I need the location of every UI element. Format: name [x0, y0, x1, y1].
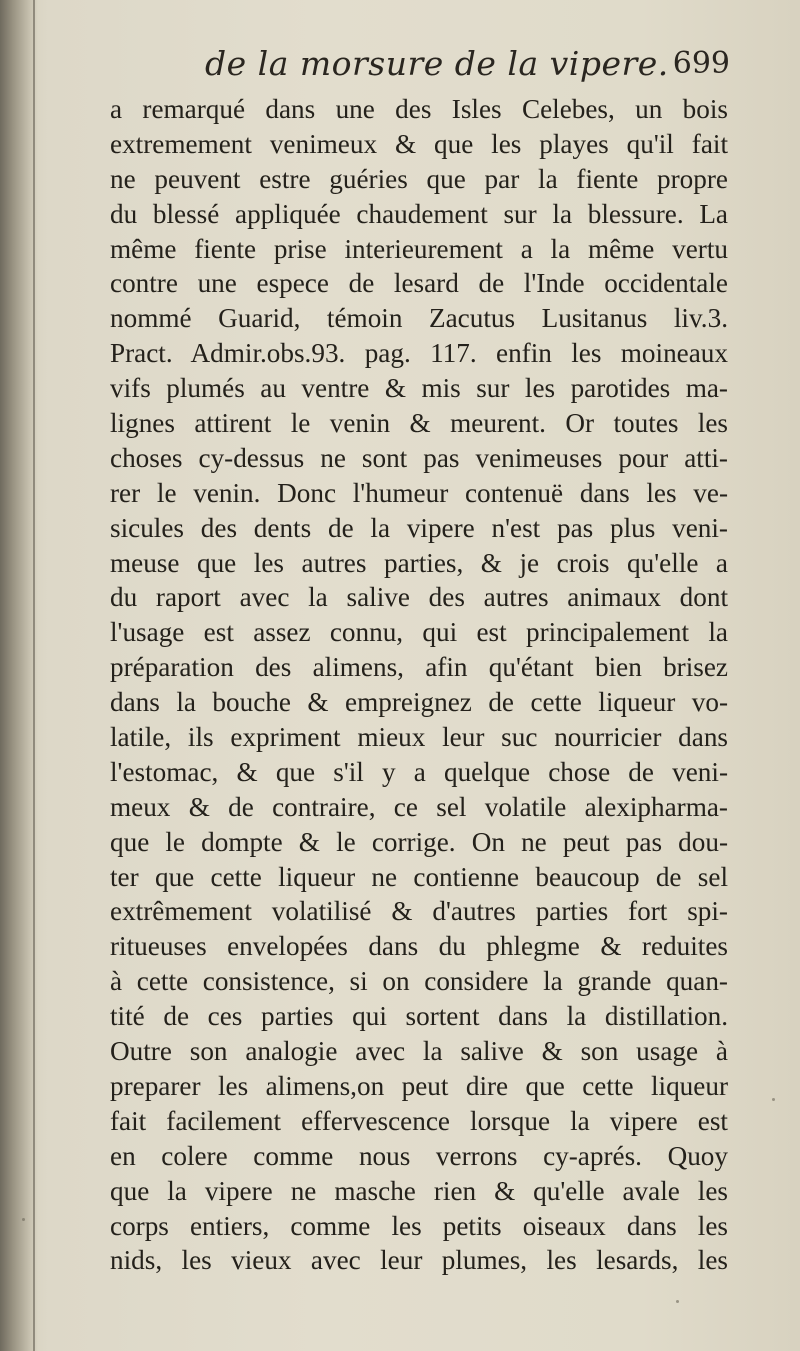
text-line: du raport avec la salive des autres animaux dont [110, 582, 728, 613]
text-line: du blessé appliquée chaudement sur la blessure. La [110, 198, 728, 229]
text-line: vifs plumés au ventre & mis sur les parotides ma- [110, 373, 728, 404]
text-line: Pract. Admir.obs.93. pag. 117. enfin les moineaux [110, 338, 728, 369]
text-line: nommé Guarid, témoin Zacutus Lusitanus liv.3. [110, 303, 728, 334]
page-header [110, 40, 730, 92]
running-title: de la morsure de la vipere. [205, 44, 669, 83]
gutter-fold-line [33, 0, 35, 1351]
text-line: préparation des alimens, afin qu'étant bien brisez [110, 652, 728, 683]
page-number: 699 [672, 46, 730, 81]
text-line: à cette consistence, si on considere la grande quan- [110, 966, 728, 997]
text-line: latile, ils expriment mieux leur suc nourricier dans [110, 722, 728, 753]
text-line: nids, les vieux avec leur plumes, les lesards, les [110, 1245, 728, 1276]
text-line: ne peuvent estre guéries que par la fiente propre [110, 163, 728, 194]
text-line: sicules des dents de la vipere n'est pas plus veni- [110, 512, 728, 543]
text-line: choses cy-dessus ne sont pas venimeuses pour atti- [110, 442, 728, 473]
text-line: corps entiers, comme les petits oiseaux dans les [110, 1210, 728, 1241]
text-line: dans la bouche & empreignez de cette liqueur vo- [110, 687, 728, 718]
text-line: l'estomac, & que s'il y a quelque chose de veni- [110, 756, 728, 787]
text-line: preparer les alimens,on peut dire que cette liqueur [110, 1070, 728, 1101]
text-line: que le dompte & le corrige. On ne peut pas dou- [110, 826, 728, 857]
text-line: en colere comme nous verrons cy-aprés. Quoy [110, 1140, 728, 1171]
text-line: l'usage est assez connu, qui est principalement la [110, 617, 728, 648]
text-line: meuse que les autres parties, & je crois qu'elle a [110, 547, 728, 578]
text-line: extremement venimeux & que les playes qu'il fait [110, 128, 728, 159]
paper-speck [22, 1218, 25, 1221]
text-line: lignes attirent le venin & meurent. Or toutes les [110, 408, 728, 439]
text-line: que la vipere ne masche rien & qu'elle avale les [110, 1175, 728, 1206]
paper-speck [772, 1098, 775, 1101]
text-line: extrêmement volatilisé & d'autres parties fort spi- [110, 896, 728, 927]
text-line: même fiente prise interieurement a la même vertu [110, 233, 728, 264]
text-line: ter que cette liqueur ne contienne beaucoup de sel [110, 861, 728, 892]
text-line: Outre son analogie avec la salive & son usage à [110, 1036, 728, 1067]
text-line: a remarqué dans une des Isles Celebes, un bois [110, 94, 728, 124]
text-line: meux & de contraire, ce sel volatile alexipharma- [110, 791, 728, 822]
body-text [110, 92, 728, 1278]
text-line: fait facilement effervescence lorsque la vipere est [110, 1105, 728, 1136]
text-line: contre une espece de lesard de l'Inde occidentale [110, 268, 728, 299]
text-line: ritueuses envelopées dans du phlegme & reduites [110, 931, 728, 962]
text-line: rer le venin. Donc l'humeur contenuë dans les ve- [110, 477, 728, 508]
text-line: tité de ces parties qui sortent dans la distillation. [110, 1001, 728, 1032]
paper-speck [676, 1300, 679, 1303]
